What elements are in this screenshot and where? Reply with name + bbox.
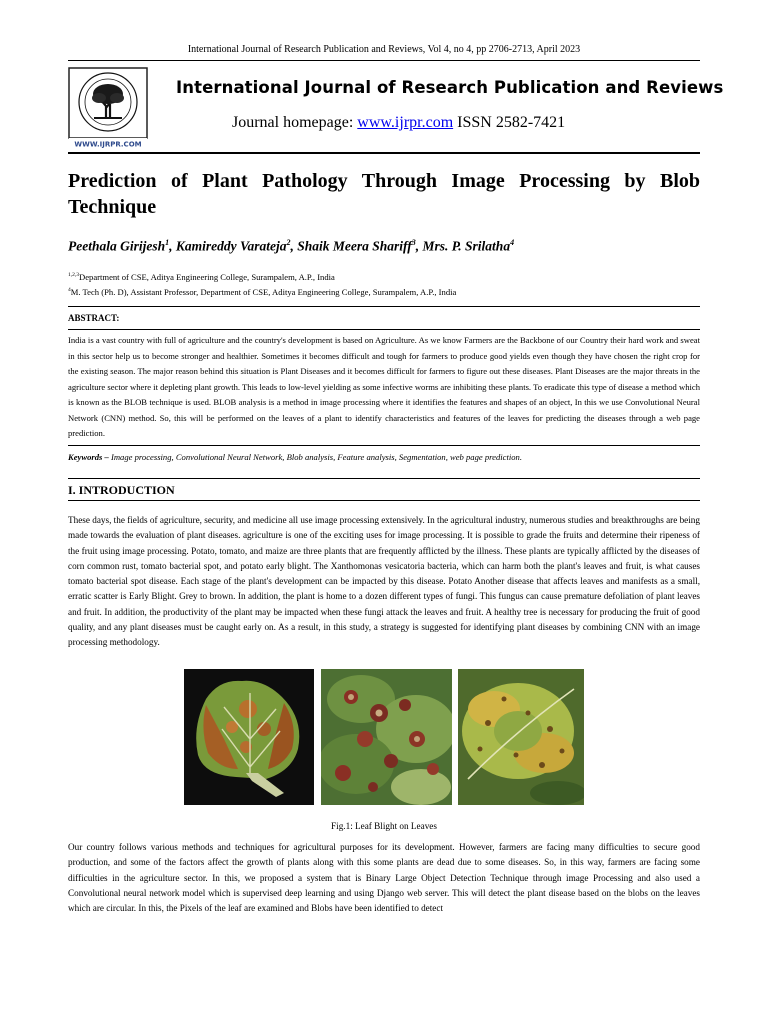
affiliation-text: Department of CSE, Aditya Engineering College, Surampalem, A.P., India <box>79 272 335 282</box>
abstract-top-rule <box>68 306 700 307</box>
abstract-bottom-rule <box>68 445 700 446</box>
author-sup: 4 <box>510 238 515 247</box>
masthead-rule <box>68 152 700 154</box>
section-top-rule <box>68 478 700 479</box>
keywords-line <box>68 452 700 462</box>
author-list: Peethala Girijesh$^1$, Kamireddy Varateja$^2$, Shaik Meera Shariff$^3$, Mrs. P. Srilatha$^4$ <box>68 238 515 254</box>
intro-paragraph-1: These days, the fields of agriculture, security, and medicine all use image processing extensively. In the agricultural industry, numerous studies and breakthroughs are being made towards the evaluation of plant diseases. agriculture is one of the exciting uses for image processing. It is possible to grade the fruits and determine their ripeness of the fruit using image processing. Potato, tomato, and maize are three plants that are frequently afflicted by the illness. These plants are typically afflicted by the diseases of corn common rust, tomato bacterial spot, and potato early blight. The Xanthomonas vesicatoria bacteria, which can harm both the plant's leaves and fruit, is what causes tomato bacterial spot disease. Each stage of the plant's development can be impacted by this disease. Potato Another disease that affects leaves and manifests as a small, erratic scatter is Early Blight. Grey to brown. In addition, the plant is home to a dozen different types of fungi. This fungus can cause premature defoliation of plant leaves and fruit. In addition, the productivity of the plant may be impacted when these fungi attack the leaves and fruit. A healthy tree is necessary for producing the fruit of good quality, and any plant diseases must be caught early on. As a result, in this study, a strategy is suggested for identifying plant diseases by combining CNN with an image processing methodology. <box>68 515 700 648</box>
affiliation-text: M. Tech (Ph. D), Assistant Professor, Department of CSE, Aditya Engineering College, Surampalem, A.P., India <box>70 287 457 297</box>
running-header: International Journal of Research Publication and Reviews, Vol 4, no 4, pp 2706-2713, April 2023 <box>187 44 581 55</box>
author-name: Kamireddy Varateja <box>175 238 287 254</box>
journal-logo <box>68 66 148 150</box>
homepage-link[interactable]: www.ijrpr.com <box>357 114 454 131</box>
issn: ISSN 2582-7421 <box>457 114 566 131</box>
journal-homepage-line <box>232 114 565 132</box>
keywords-text: Image processing, Convolutional Neural Network, Blob analysis, Feature analysis, Segmentation, web page prediction. <box>110 452 523 462</box>
affiliation-sup: 1,2,3 <box>68 272 79 279</box>
author-sup: 2 <box>286 238 291 247</box>
figure-caption: Fig.1: Leaf Blight on Leaves <box>331 821 437 831</box>
header-rule <box>68 60 700 61</box>
section-heading-introduction: I. INTRODUCTION <box>68 483 175 497</box>
author-name: Shaik Meera Shariff <box>297 238 412 254</box>
author-name: Peethala Girijesh <box>68 238 166 254</box>
logo-text: WWW.IJRPR.COM <box>74 140 142 149</box>
author-sup: 3 <box>411 238 416 247</box>
abstract-heading-rule <box>68 329 700 330</box>
abstract-heading: ABSTRACT: <box>68 313 120 323</box>
intro-paragraph-2: Our country follows various methods and techniques for agricultural purposes for its development. However, farmers are facing many difficulties to secure good production, and some of the factors affect the growth of plants along with this some plants are dead due to some diseases. So, in this way, farmers are facing some difficulties in the agriculture sector. In this, we proposed a system that is Binary Large Object Detection Technique through image Processing and also used a Convolutional neural network model which is supervised deep learning and using Django web server. This will detect the plant disease based on the blobs on the leaves which are circular. In this, the Pixels of the leaf are examined and Blobs have been identified to detect <box>68 842 700 914</box>
journal-masthead <box>68 66 724 150</box>
figure-leaf-blight <box>184 669 584 805</box>
affiliation-1 <box>68 272 335 282</box>
abstract-text: India is a vast country with full of agriculture and the country's development is based on Agriculture. As we know Farmers are the Backbone of our Country their hard work and sweat in this sector help us to become stronger and healthier. Sometimes it becomes difficult and tough for farmers to produce good yields even though they have chosen the right crop for the existing season. The major reason behind this situation is Plant Diseases and it becomes difficult for farmers to figure out these diseases. Plant Diseases are the major threats in the agriculture sector where it depleting plant growth. This leads to low-level yielding as some infective worms are inhibiting these plants. To eradicate this type of disease a method which is known as the BLOB technique is used. BLOB analysis is a method in image processing where it identifies the features and shapes of an object, In this we use Convolutional Neural Network (CNN) method. So, this will be performed on the leaves of a plant to identify characteristics and features of the leaves for predicting the diseases through a web page prediction. <box>68 335 700 438</box>
keywords-label: Keywords – <box>68 452 109 462</box>
leaf-image-1 <box>184 669 314 805</box>
affiliation-2 <box>68 287 456 297</box>
section-bottom-rule <box>68 500 700 501</box>
leaf-image-2 <box>321 669 452 805</box>
author-name: Mrs. P. Srilatha <box>422 238 511 254</box>
journal-name: International Journal of Research Publication and Reviews <box>176 78 724 97</box>
author-sup: 1 <box>165 238 170 247</box>
affiliation-sup: 4 <box>68 287 71 294</box>
paper-title: Prediction of Plant Pathology Through Image Processing by Blob Technique <box>68 170 700 218</box>
leaf-image-3 <box>458 669 584 805</box>
homepage-label: Journal homepage: <box>232 114 354 131</box>
